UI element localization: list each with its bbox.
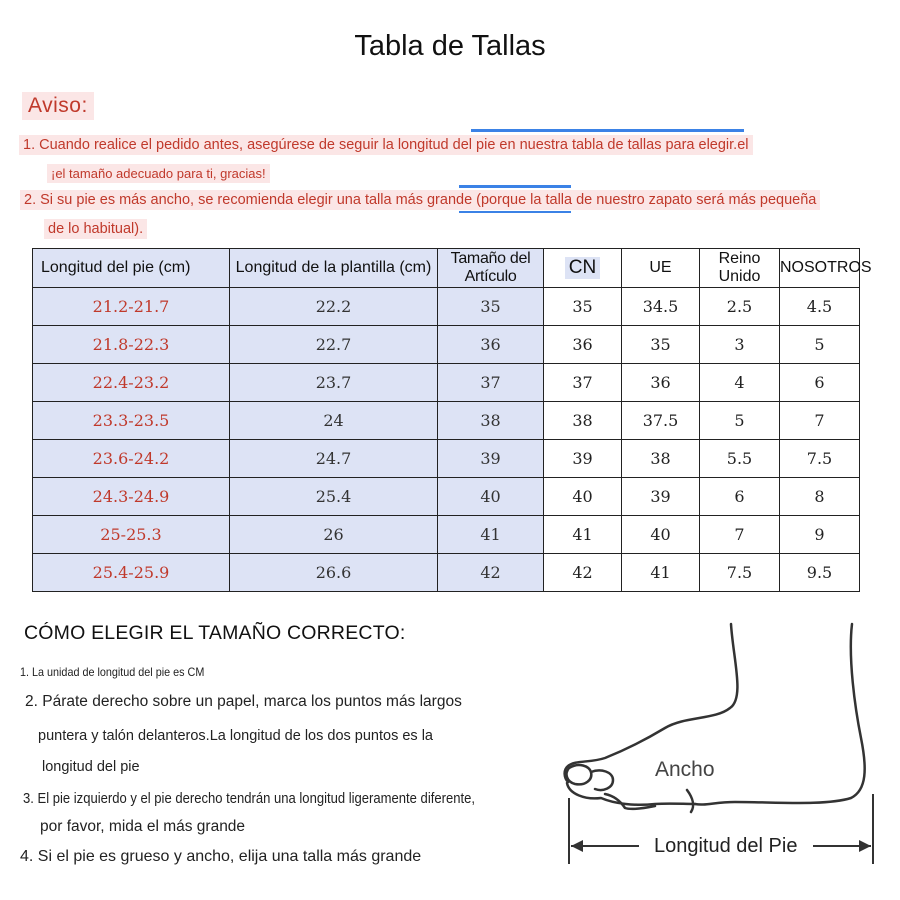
cell-uk: 5.5 bbox=[700, 440, 780, 478]
table-row bbox=[33, 554, 860, 592]
cell-insole-length: 25.4 bbox=[230, 478, 438, 516]
cell-us: 6 bbox=[780, 364, 860, 402]
cell-eu: 37.5 bbox=[622, 402, 700, 440]
table-row bbox=[33, 288, 860, 326]
cell-item-size: 39 bbox=[438, 440, 544, 478]
cell-eu: 34.5 bbox=[622, 288, 700, 326]
notice-line-2b: de lo habitual). bbox=[44, 219, 147, 239]
page-title: Tabla de Tallas bbox=[354, 30, 546, 62]
header-us: NOSOTROS bbox=[780, 249, 860, 288]
header-eu: UE bbox=[622, 249, 700, 288]
table-header-row bbox=[33, 249, 860, 288]
highlight-bar bbox=[471, 129, 744, 132]
header-cn bbox=[544, 249, 622, 288]
cell-insole-length: 26 bbox=[230, 516, 438, 554]
foot-outline-icon bbox=[565, 624, 865, 812]
header-cn-label: CN bbox=[565, 257, 600, 279]
cell-insole-length: 26.6 bbox=[230, 554, 438, 592]
guide-step-3a: 3. El pie izquierdo y el pie derecho tendrán una longitud ligeramente diferente, bbox=[23, 791, 475, 807]
cell-uk: 2.5 bbox=[700, 288, 780, 326]
cell-eu: 41 bbox=[622, 554, 700, 592]
size-chart-table bbox=[32, 248, 872, 592]
cell-eu: 36 bbox=[622, 364, 700, 402]
cell-insole-length: 23.7 bbox=[230, 364, 438, 402]
cell-uk: 3 bbox=[700, 326, 780, 364]
cell-foot-length: 21.8-22.3 bbox=[33, 326, 230, 364]
cell-item-size: 41 bbox=[438, 516, 544, 554]
cell-insole-length: 22.7 bbox=[230, 326, 438, 364]
cell-insole-length: 24.7 bbox=[230, 440, 438, 478]
guide-step-3b: por favor, mida el más grande bbox=[40, 818, 246, 835]
cell-cn: 39 bbox=[544, 440, 622, 478]
cell-item-size: 38 bbox=[438, 402, 544, 440]
notice-line-1: 1. Cuando realice el pedido antes, asegúrese de seguir la longitud del pie en nuestra tabla de tallas para elegir.el bbox=[19, 135, 753, 155]
cell-us: 9 bbox=[780, 516, 860, 554]
cell-eu: 38 bbox=[622, 440, 700, 478]
cell-cn: 42 bbox=[544, 554, 622, 592]
notice-line-2: 2. Si su pie es más ancho, se recomienda elegir una talla más grande (porque la talla de nuestro zapato será más pequeña bbox=[20, 190, 820, 210]
cell-uk: 6 bbox=[700, 478, 780, 516]
cell-us: 7 bbox=[780, 402, 860, 440]
cell-eu: 40 bbox=[622, 516, 700, 554]
cell-eu: 35 bbox=[622, 326, 700, 364]
cell-uk: 7.5 bbox=[700, 554, 780, 592]
cell-item-size: 36 bbox=[438, 326, 544, 364]
cell-item-size: 40 bbox=[438, 478, 544, 516]
cell-us: 8 bbox=[780, 478, 860, 516]
cell-insole-length: 24 bbox=[230, 402, 438, 440]
header-insole-length: Longitud de la plantilla (cm) bbox=[230, 249, 438, 288]
width-label: Ancho bbox=[655, 758, 715, 781]
cell-cn: 40 bbox=[544, 478, 622, 516]
cell-foot-length: 24.3-24.9 bbox=[33, 478, 230, 516]
cell-us: 4.5 bbox=[780, 288, 860, 326]
guide-step-2b: puntera y talón delanteros.La longitud de los dos puntos es la bbox=[38, 728, 433, 744]
cell-us: 5 bbox=[780, 326, 860, 364]
cell-us: 9.5 bbox=[780, 554, 860, 592]
cell-cn: 35 bbox=[544, 288, 622, 326]
cell-foot-length: 21.2-21.7 bbox=[33, 288, 230, 326]
header-foot-length: Longitud del pie (cm) bbox=[33, 249, 230, 288]
table-row bbox=[33, 478, 860, 516]
table-row bbox=[33, 516, 860, 554]
guide-step-1: 1. La unidad de longitud del pie es CM bbox=[20, 665, 205, 679]
cell-foot-length: 22.4-23.2 bbox=[33, 364, 230, 402]
cell-item-size: 35 bbox=[438, 288, 544, 326]
foot-measure-diagram bbox=[555, 618, 885, 878]
guide-step-4: 4. Si el pie es grueso y ancho, elija una talla más grande bbox=[20, 848, 422, 865]
highlight-bar bbox=[459, 185, 571, 188]
cell-cn: 36 bbox=[544, 326, 622, 364]
notice-label: Aviso: bbox=[22, 92, 94, 120]
notice-line-1b: ¡el tamaño adecuado para ti, gracias! bbox=[47, 164, 270, 183]
cell-foot-length: 25.4-25.9 bbox=[33, 554, 230, 592]
cell-us: 7.5 bbox=[780, 440, 860, 478]
cell-item-size: 37 bbox=[438, 364, 544, 402]
cell-item-size: 42 bbox=[438, 554, 544, 592]
table-row bbox=[33, 402, 860, 440]
guide-title: CÓMO ELEGIR EL TAMAÑO CORRECTO: bbox=[24, 622, 406, 644]
header-uk: Reino Unido bbox=[700, 249, 780, 288]
table-row bbox=[33, 364, 860, 402]
cell-eu: 39 bbox=[622, 478, 700, 516]
header-item-size: Tamaño del Artículo bbox=[438, 249, 544, 288]
table-row bbox=[33, 440, 860, 478]
table-row bbox=[33, 326, 860, 364]
length-label: Longitud del Pie bbox=[654, 835, 798, 857]
cell-cn: 38 bbox=[544, 402, 622, 440]
cell-uk: 5 bbox=[700, 402, 780, 440]
cell-uk: 4 bbox=[700, 364, 780, 402]
guide-step-2c: longitud del pie bbox=[42, 759, 140, 775]
cell-uk: 7 bbox=[700, 516, 780, 554]
cell-insole-length: 22.2 bbox=[230, 288, 438, 326]
cell-foot-length: 23.6-24.2 bbox=[33, 440, 230, 478]
guide-step-2a: 2. Párate derecho sobre un papel, marca los puntos más largos bbox=[25, 693, 462, 710]
cell-foot-length: 25-25.3 bbox=[33, 516, 230, 554]
cell-cn: 37 bbox=[544, 364, 622, 402]
cell-foot-length: 23.3-23.5 bbox=[33, 402, 230, 440]
underline-bar bbox=[459, 211, 571, 213]
cell-cn: 41 bbox=[544, 516, 622, 554]
